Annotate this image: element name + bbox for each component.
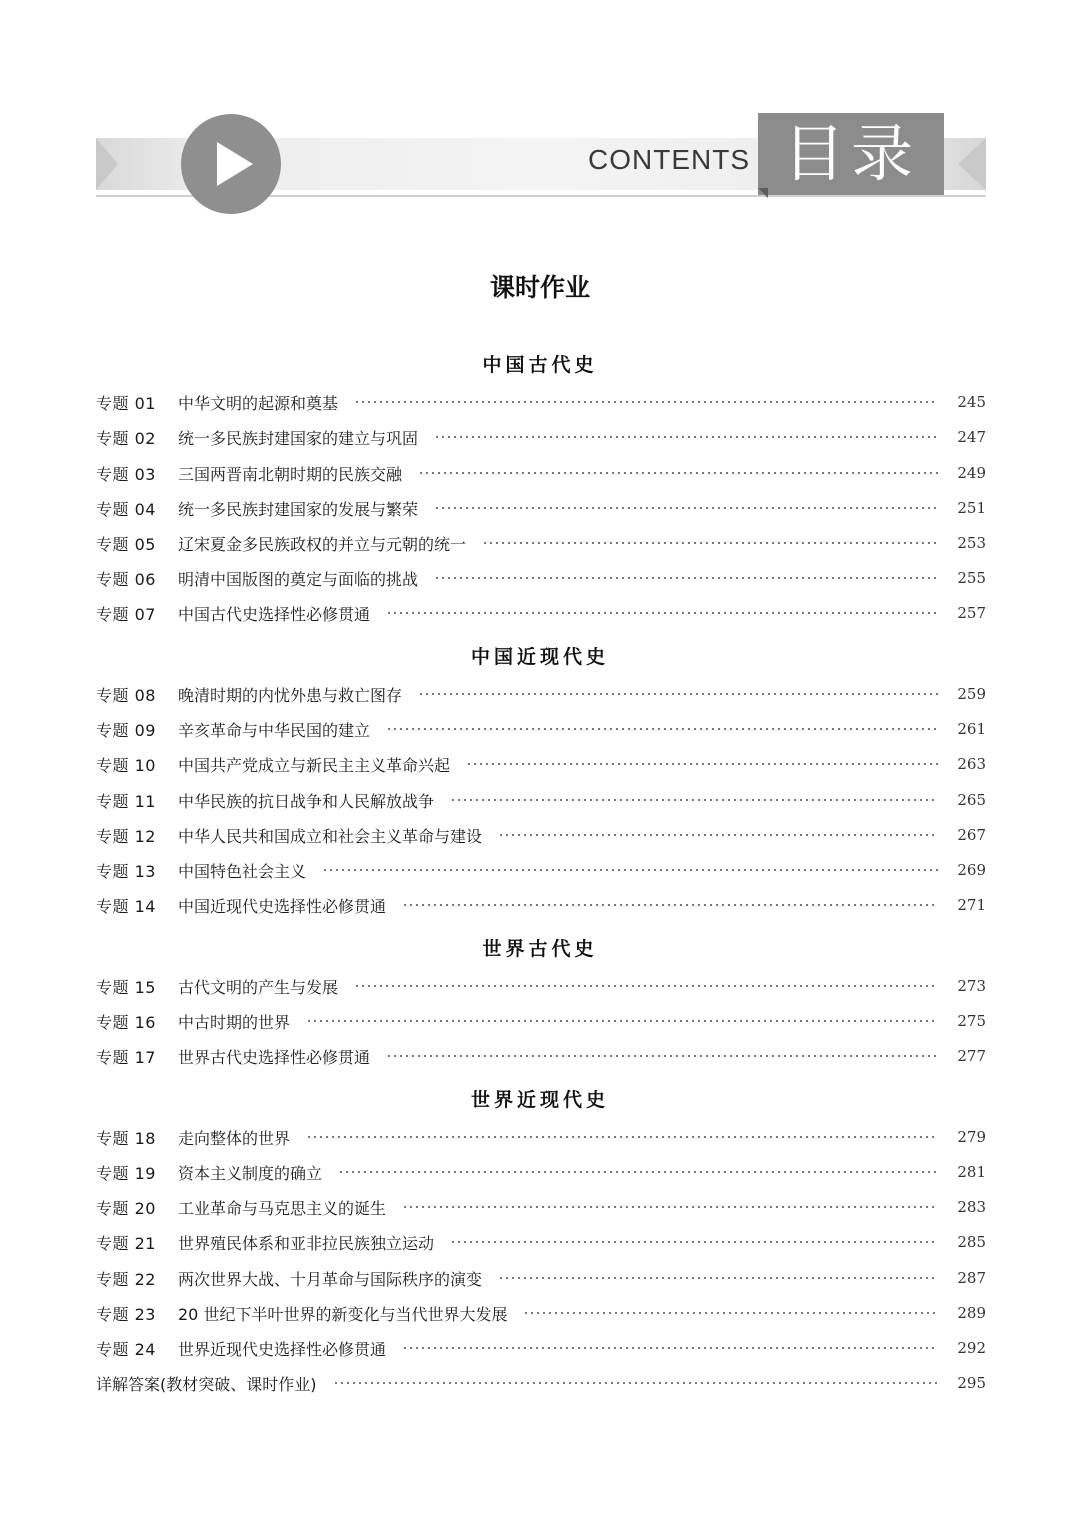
topic-label: 20 世纪下半叶世界的新变化与当代世界大发展: [178, 1304, 508, 1324]
topic-label: 两次世界大战、十月革命与国际秩序的演变: [178, 1269, 483, 1289]
dot-leader: [386, 612, 938, 614]
topic-number: 专题 11: [96, 791, 156, 811]
answers-row[interactable]: [96, 1372, 986, 1394]
topic-label: 走向整体的世界: [178, 1128, 291, 1148]
topic-number: 专题 09: [96, 720, 156, 740]
topic-number: 专题 04: [96, 499, 156, 519]
topic-label: 统一多民族封建国家的发展与繁荣: [178, 499, 419, 519]
toc-row[interactable]: [96, 789, 986, 811]
topic-number: 专题 19: [96, 1163, 156, 1183]
dot-leader: [434, 507, 938, 509]
mulu-title: 目录: [782, 117, 919, 190]
toc-row[interactable]: [96, 718, 986, 740]
dot-leader: [450, 1241, 938, 1243]
page-number: 279: [957, 1128, 986, 1146]
topic-number: 专题 10: [96, 755, 156, 775]
section-title: 世界古代史: [482, 938, 598, 960]
dot-leader: [434, 577, 938, 579]
chevron-right-decoration: [958, 138, 986, 190]
toc-row[interactable]: [96, 602, 986, 624]
topic-number: 专题 05: [96, 534, 156, 554]
toc-row[interactable]: [96, 859, 986, 881]
play-icon: [181, 114, 281, 214]
toc-row[interactable]: [96, 1126, 986, 1148]
page-number: 292: [957, 1339, 986, 1357]
page-number: 255: [957, 569, 986, 587]
topic-number: 专题 20: [96, 1198, 156, 1218]
page-number: 259: [957, 685, 986, 703]
answers-label: 详解答案(教材突破、课时作业): [96, 1374, 317, 1394]
page-number: 251: [957, 499, 986, 517]
dot-leader: [354, 985, 938, 987]
page-number: 249: [957, 464, 986, 482]
dot-leader: [386, 728, 938, 730]
dot-leader: [386, 1055, 938, 1057]
page-number: 265: [957, 791, 986, 809]
topic-number: 专题 07: [96, 604, 156, 624]
topic-label: 世界殖民体系和亚非拉民族独立运动: [178, 1233, 435, 1253]
toc-row[interactable]: [96, 1161, 986, 1183]
page-number: 263: [957, 755, 986, 773]
toc-row[interactable]: [96, 391, 986, 413]
page-number: 277: [957, 1047, 986, 1065]
page-number: 271: [957, 896, 986, 914]
topic-label: 晚清时期的内忧外患与救亡图存: [178, 685, 403, 705]
topic-label: 三国两晋南北朝时期的民族交融: [178, 464, 403, 484]
dot-leader: [402, 1347, 938, 1349]
section-title: 中国近现代史: [470, 646, 609, 668]
dot-leader: [498, 1277, 938, 1279]
page-number: 247: [957, 428, 986, 446]
topic-number: 专题 22: [96, 1269, 156, 1289]
toc-row[interactable]: [96, 1337, 986, 1359]
topic-label: 资本主义制度的确立: [178, 1163, 323, 1183]
toc-row[interactable]: [96, 1267, 986, 1289]
section-title: 中国古代史: [482, 354, 598, 376]
dot-leader: [402, 904, 938, 906]
page-number: 281: [957, 1163, 986, 1181]
dot-leader: [418, 472, 938, 474]
contents-label: CONTENTS: [588, 144, 750, 175]
topic-label: 中华民族的抗日战争和人民解放战争: [178, 791, 435, 811]
topic-number: 专题 03: [96, 464, 156, 484]
page-number: 245: [957, 393, 986, 411]
topic-label: 世界近现代史选择性必修贯通: [178, 1339, 387, 1359]
page-number: 285: [957, 1233, 986, 1251]
dot-leader: [450, 799, 938, 801]
dot-leader: [402, 1206, 938, 1208]
page-number: 269: [957, 861, 986, 879]
topic-label: 中国近现代史选择性必修贯通: [178, 896, 387, 916]
dot-leader: [434, 436, 938, 438]
dot-leader: [482, 542, 938, 544]
topic-number: 专题 12: [96, 826, 156, 846]
topic-number: 专题 23: [96, 1304, 156, 1324]
page-number: 283: [957, 1198, 986, 1216]
dot-leader: [322, 869, 938, 871]
topic-number: 专题 24: [96, 1339, 156, 1359]
page-number: 257: [957, 604, 986, 622]
topic-label: 世界古代史选择性必修贯通: [178, 1047, 371, 1067]
topic-number: 专题 17: [96, 1047, 156, 1067]
toc-row[interactable]: [96, 1302, 986, 1324]
toc-row[interactable]: [96, 975, 986, 997]
page-number: 261: [957, 720, 986, 738]
toc-row[interactable]: [96, 497, 986, 519]
topic-number: 专题 21: [96, 1233, 156, 1253]
topic-number: 专题 18: [96, 1128, 156, 1148]
topic-number: 专题 15: [96, 977, 156, 997]
toc-row[interactable]: [96, 1231, 986, 1253]
topic-label: 明清中国版图的奠定与面临的挑战: [178, 569, 419, 589]
topic-number: 专题 16: [96, 1012, 156, 1032]
topic-label: 中国共产党成立与新民主主义革命兴起: [178, 755, 451, 775]
topic-label: 辽宋夏金多民族政权的并立与元朝的统一: [178, 534, 467, 554]
toc-row[interactable]: [96, 683, 986, 705]
topic-label: 中古时期的世界: [178, 1012, 291, 1032]
toc-row[interactable]: [96, 567, 986, 589]
topic-label: 辛亥革命与中华民国的建立: [178, 720, 371, 740]
page-number: 253: [957, 534, 986, 552]
toc-row[interactable]: [96, 894, 986, 916]
dot-leader: [466, 763, 938, 765]
toc-row[interactable]: [96, 532, 986, 554]
toc-row[interactable]: [96, 426, 986, 448]
dot-leader: [333, 1382, 939, 1384]
topic-number: 专题 02: [96, 428, 156, 448]
page-number: 275: [957, 1012, 986, 1030]
dot-leader: [354, 401, 938, 403]
dot-leader: [306, 1020, 938, 1022]
dot-leader: [306, 1136, 938, 1138]
topic-number: 专题 14: [96, 896, 156, 916]
chevron-left-decoration: [96, 138, 118, 190]
page-number: 287: [957, 1269, 986, 1287]
dot-leader: [418, 693, 938, 695]
toc-row[interactable]: [96, 1196, 986, 1218]
topic-label: 中华人民共和国成立和社会主义革命与建设: [178, 826, 483, 846]
toc-row[interactable]: [96, 1045, 986, 1067]
toc-row[interactable]: [96, 1010, 986, 1032]
page-number: 273: [957, 977, 986, 995]
section-title: 世界近现代史: [470, 1089, 609, 1111]
topic-number: 专题 13: [96, 861, 156, 881]
dot-leader: [523, 1312, 938, 1314]
topic-number: 专题 01: [96, 393, 156, 413]
page-number: 267: [957, 826, 986, 844]
toc-row[interactable]: [96, 753, 986, 775]
topic-number: 专题 08: [96, 685, 156, 705]
page-title: 课时作业: [489, 273, 590, 302]
topic-label: 统一多民族封建国家的建立与巩固: [178, 428, 419, 448]
page-number: 289: [957, 1304, 986, 1322]
page-number: 295: [957, 1374, 986, 1392]
toc-row[interactable]: [96, 824, 986, 846]
topic-label: 中华文明的起源和奠基: [178, 393, 339, 413]
topic-number: 专题 06: [96, 569, 156, 589]
dot-leader: [498, 834, 938, 836]
topic-label: 古代文明的产生与发展: [178, 977, 339, 997]
topic-label: 中国特色社会主义: [178, 861, 307, 881]
toc-row[interactable]: [96, 462, 986, 484]
dot-leader: [338, 1171, 938, 1173]
topic-label: 中国古代史选择性必修贯通: [178, 604, 371, 624]
topic-label: 工业革命与马克思主义的诞生: [178, 1198, 387, 1218]
